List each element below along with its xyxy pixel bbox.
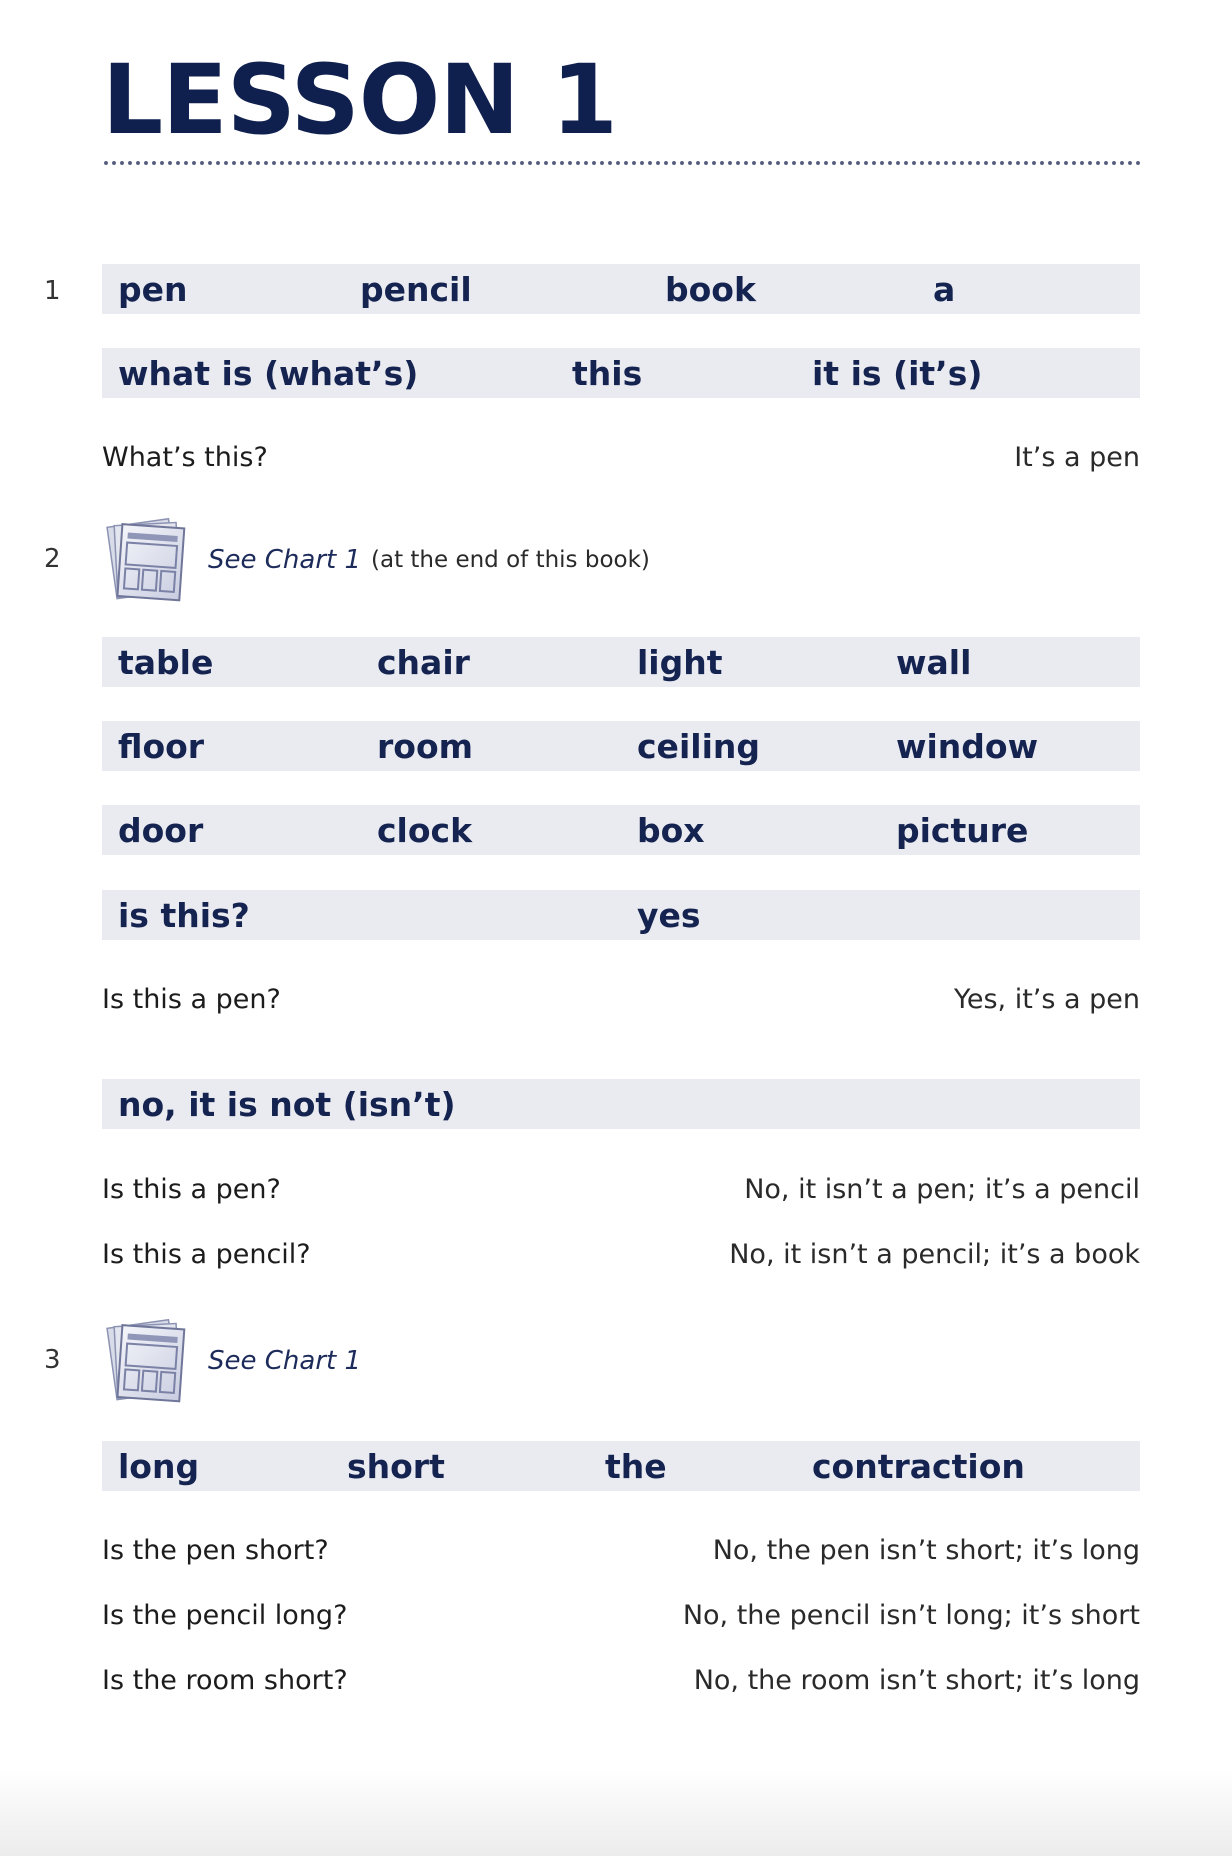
vocab-bar xyxy=(102,721,1140,771)
vocab-word: pencil xyxy=(360,270,472,309)
vocab-bar xyxy=(102,637,1140,687)
section-number: 3 xyxy=(44,1345,61,1375)
question-text: What’s this? xyxy=(102,442,268,473)
see-chart-label: See Chart 1 xyxy=(208,545,362,575)
vocab-word: chair xyxy=(377,643,470,682)
qa-row xyxy=(102,980,1140,1020)
vocab-word: book xyxy=(665,270,756,309)
vocab-bar xyxy=(102,1079,1140,1129)
question-text: Is this a pencil? xyxy=(102,1239,311,1270)
see-chart-label: See Chart 1 xyxy=(208,1346,362,1376)
vocab-word: pen xyxy=(118,270,188,309)
page-title: LESSON 1 xyxy=(102,44,617,156)
vocab-word: clock xyxy=(377,811,473,850)
chart-stack-icon xyxy=(102,512,194,608)
question-text: Is this a pen? xyxy=(102,984,281,1015)
vocab-word: no, it is not (isn’t) xyxy=(118,1085,456,1124)
vocab-bar xyxy=(102,890,1140,940)
vocab-word: what is (what’s) xyxy=(118,354,419,393)
vocab-word: short xyxy=(347,1447,445,1486)
vocab-bar xyxy=(102,348,1140,398)
vocab-word: yes xyxy=(637,896,701,935)
vocab-word: a xyxy=(933,270,956,309)
vocab-bar xyxy=(102,805,1140,855)
vocab-word: it is (it’s) xyxy=(812,354,983,393)
qa-row xyxy=(102,1661,1140,1701)
qa-row xyxy=(102,1531,1140,1571)
vocab-word: table xyxy=(118,643,214,682)
vocab-word: light xyxy=(637,643,723,682)
answer-text: No, the room isn’t short; it’s long xyxy=(693,1665,1140,1696)
vocab-word: long xyxy=(118,1447,200,1486)
question-text: Is the pencil long? xyxy=(102,1600,348,1631)
question-text: Is this a pen? xyxy=(102,1174,281,1205)
qa-row xyxy=(102,1235,1140,1275)
vocab-word: the xyxy=(605,1447,667,1486)
answer-text: No, it isn’t a pen; it’s a pencil xyxy=(744,1174,1140,1205)
see-chart-note: (at the end of this book) xyxy=(371,547,650,573)
answer-text: No, it isn’t a pencil; it’s a book xyxy=(729,1239,1140,1270)
question-text: Is the pen short? xyxy=(102,1535,329,1566)
dotted-divider xyxy=(102,160,1140,166)
chart-stack-icon xyxy=(102,1313,194,1409)
vocab-word: room xyxy=(377,727,474,766)
answer-text: Yes, it’s a pen xyxy=(953,984,1140,1015)
vocab-bar xyxy=(102,1441,1140,1491)
vocab-word: ceiling xyxy=(637,727,760,766)
vocab-word: window xyxy=(896,727,1039,766)
vocab-word: wall xyxy=(896,643,972,682)
vocab-word: this xyxy=(572,354,643,393)
vocab-word: is this? xyxy=(118,896,250,935)
section-number: 1 xyxy=(44,276,61,306)
question-text: Is the room short? xyxy=(102,1665,348,1696)
qa-row xyxy=(102,1170,1140,1210)
qa-row xyxy=(102,1596,1140,1636)
vocab-word: picture xyxy=(896,811,1029,850)
vocab-word: box xyxy=(637,811,705,850)
section-number: 2 xyxy=(44,544,61,574)
answer-text: It’s a pen xyxy=(1014,442,1140,473)
chart-reference xyxy=(102,1313,702,1409)
answer-text: No, the pencil isn’t long; it’s short xyxy=(682,1600,1140,1631)
qa-row xyxy=(102,438,1140,478)
page-bottom-shade xyxy=(0,1768,1232,1856)
vocab-word: floor xyxy=(118,727,205,766)
chart-reference xyxy=(102,512,702,608)
answer-text: No, the pen isn’t short; it’s long xyxy=(712,1535,1140,1566)
vocab-word: contraction xyxy=(812,1447,1025,1486)
vocab-bar xyxy=(102,264,1140,314)
vocab-word: door xyxy=(118,811,204,850)
